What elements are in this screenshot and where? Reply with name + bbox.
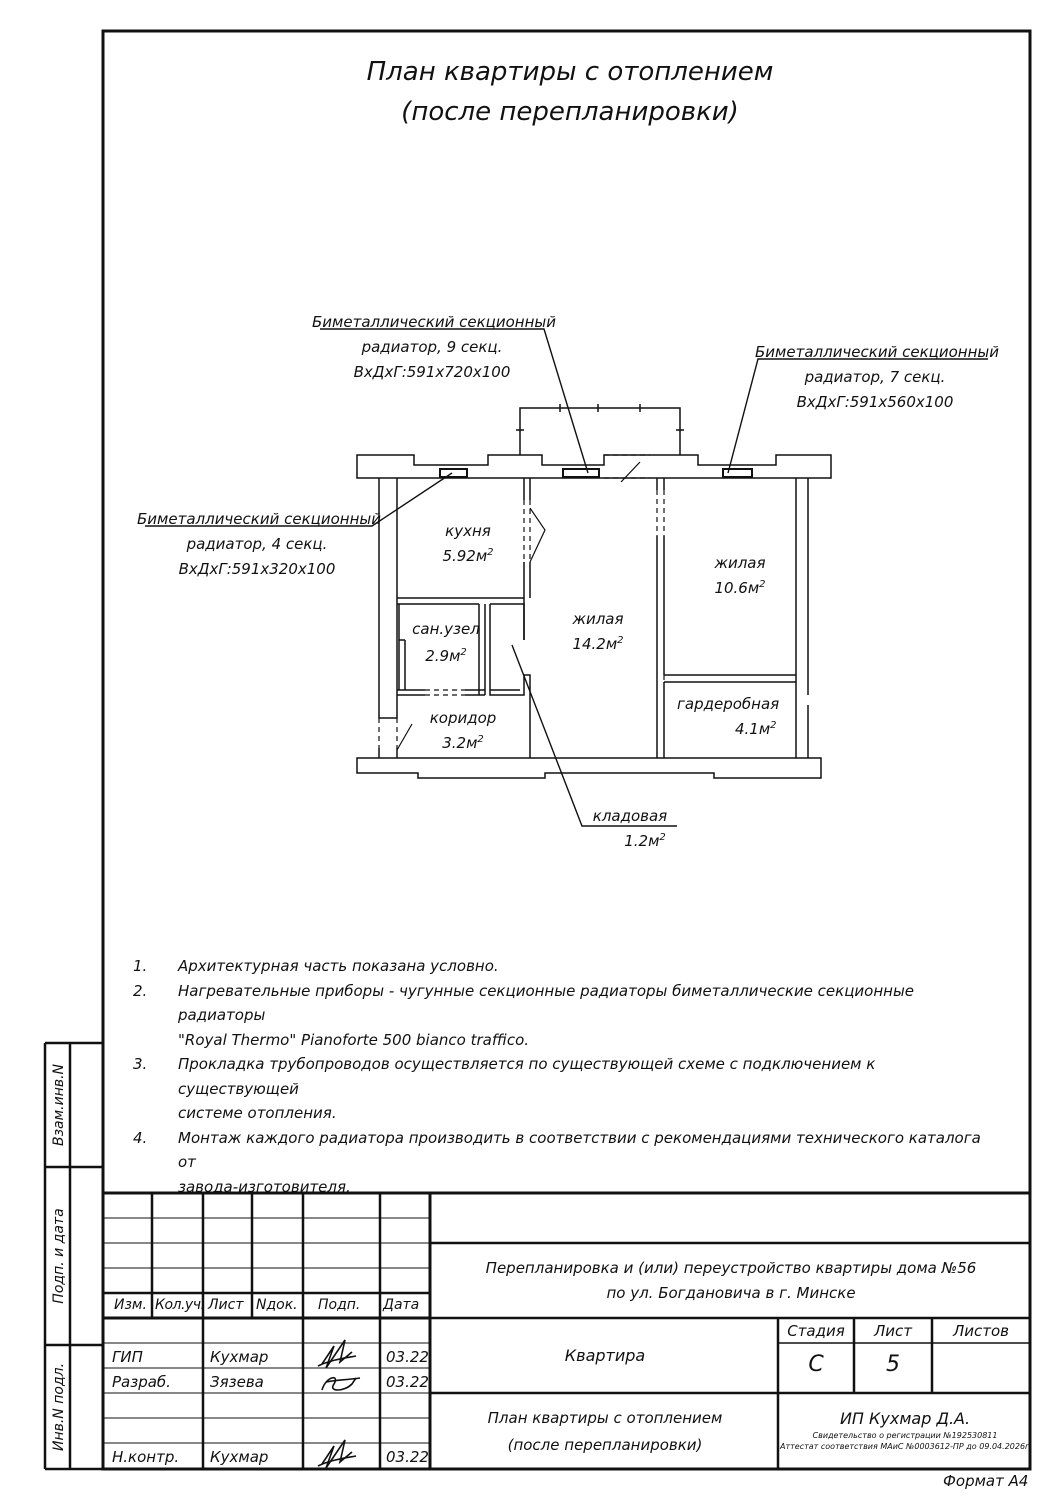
note-item: 1. Архитектурная часть показана условно. <box>133 954 993 979</box>
staff-name-nkontr: Кухмар <box>210 1448 269 1466</box>
radiator-name: Биметаллический секционный <box>312 313 556 331</box>
radiator-sections: радиатор, 9 секц. <box>361 338 503 356</box>
radiator-size: ВхДхГ:591х720х100 <box>353 363 511 381</box>
staff-date-nkontr: 03.22 <box>386 1448 429 1466</box>
radiator-callout-4 <box>137 507 381 582</box>
format-label: Формат А4 <box>943 1472 1029 1490</box>
staff-role-gip: ГИП <box>112 1348 143 1366</box>
staff-name-gip: Кухмар <box>210 1348 269 1366</box>
room-bathroom <box>405 618 487 668</box>
bottom-wall <box>357 758 821 778</box>
project-name: Перепланировка и (или) переустройство квартиры дома №56 по ул. Богдановича в г. Минске <box>485 1259 977 1302</box>
balcony <box>520 408 680 455</box>
room-name: жилая <box>572 610 624 628</box>
radiator-sections: радиатор, 4 секц. <box>186 535 328 553</box>
room-name: жилая <box>714 554 766 572</box>
col-header-koluch: Кол.уч. <box>155 1297 205 1313</box>
note-item: 3. Прокладка трубопроводов осуществляется по существующей схеме с подключением к существующей системе отопления. <box>133 1052 993 1126</box>
room-name: кладовая <box>592 807 668 825</box>
room-area: $2.9м^2$ <box>425 647 467 665</box>
openings <box>379 455 664 748</box>
drawing-name: План квартиры с отоплением (после перепланировки) <box>487 1409 723 1454</box>
radiator-size: ВхДхГ:591х560х100 <box>796 393 954 411</box>
note-item: 4. Монтаж каждого радиатора производить в соответствии с рекомендациями технического каталога от завода-изготовителя. <box>133 1126 993 1200</box>
room-area: $4.1м^2$ <box>735 720 777 738</box>
signature-gip <box>318 1340 356 1368</box>
staff-date-gip: 03.22 <box>386 1348 429 1366</box>
sheet-value: 5 <box>886 1352 900 1377</box>
room-living-1 <box>548 608 648 655</box>
room-corridor <box>420 707 506 754</box>
drawing-title-line1: План квартиры с отоплением <box>366 57 774 87</box>
stage-value: С <box>808 1352 824 1377</box>
staff-name-razrab: Зязева <box>210 1373 264 1391</box>
room-area: $14.2м^2$ <box>572 635 624 653</box>
room-kitchen <box>418 520 518 567</box>
room-wardrobe <box>677 693 787 740</box>
right-wall <box>796 478 808 758</box>
staff-role-nkontr: Н.контр. <box>112 1448 180 1466</box>
side-stamp-inv: Инв.N подл. <box>51 1362 67 1452</box>
note-number: 2. <box>133 981 148 1000</box>
col-header-list: Лист <box>208 1297 244 1313</box>
room-area: $5.92м^2$ <box>442 547 494 565</box>
notes-list <box>133 954 993 1199</box>
drawing-title-line2: (после перепланировки) <box>401 97 739 127</box>
room-name: гардеробная <box>677 695 780 713</box>
col-header-podp: Подп. <box>318 1297 361 1313</box>
room-name: коридор <box>429 709 497 727</box>
room-area: $3.2м^2$ <box>442 734 484 752</box>
room-name: сан.узел <box>412 620 480 638</box>
side-stamp-swap: Взам.инв.N <box>51 1063 67 1147</box>
drawing-title <box>300 52 840 132</box>
radiator-size: ВхДхГ:591х320х100 <box>178 560 336 578</box>
col-header-data: Дата <box>383 1297 420 1313</box>
col-header-izm: Изм. <box>114 1297 147 1313</box>
note-item: 2. Нагревательные приборы - чугунные секционные радиаторы биметаллические секционные радиаторы "Royal Thermo" Pianoforte 500 bianco traffico. <box>133 979 993 1053</box>
leader-pantry <box>512 645 677 826</box>
radiator-callout-9 <box>312 310 556 385</box>
radiator-name: Биметаллический секционный <box>755 343 999 361</box>
note-number: 4. <box>133 1128 148 1147</box>
room-name: кухня <box>445 522 491 540</box>
company-name: ИП Кухмар Д.А. Свидетельство о регистрации №192530811 Аттестат соответствия МАиС №0003612-ПР до 09.04.2026г. <box>780 1409 1032 1451</box>
drawing-frame <box>103 31 1030 1469</box>
room-pantry <box>585 806 675 852</box>
note-number: 3. <box>133 1055 148 1073</box>
left-wall <box>379 478 397 718</box>
radiator-sections: радиатор, 7 секц. <box>804 368 946 386</box>
staff-role-razrab: Разраб. <box>112 1373 171 1391</box>
stage-label: Стадия <box>787 1322 845 1340</box>
room-area: $10.6м^2$ <box>714 579 766 597</box>
room-area: $1.2м^2$ <box>624 832 666 850</box>
signature-razrab <box>322 1378 360 1390</box>
side-stamp-sign-date: Подп. и дата <box>51 1208 67 1304</box>
staff-date-razrab: 03.22 <box>386 1373 429 1391</box>
radiator-callout-7 <box>755 340 999 415</box>
sheet-label: Лист <box>873 1322 912 1340</box>
col-header-ndok: Nдок. <box>256 1297 298 1313</box>
radiator-name: Биметаллический секционный <box>137 510 381 528</box>
note-number: 1. <box>133 957 148 975</box>
room-living-2 <box>690 552 790 599</box>
signature-nkontr <box>318 1440 356 1468</box>
top-wall <box>357 455 831 478</box>
sheets-label: Листов <box>952 1322 1010 1340</box>
object-name: Квартира <box>564 1346 646 1365</box>
